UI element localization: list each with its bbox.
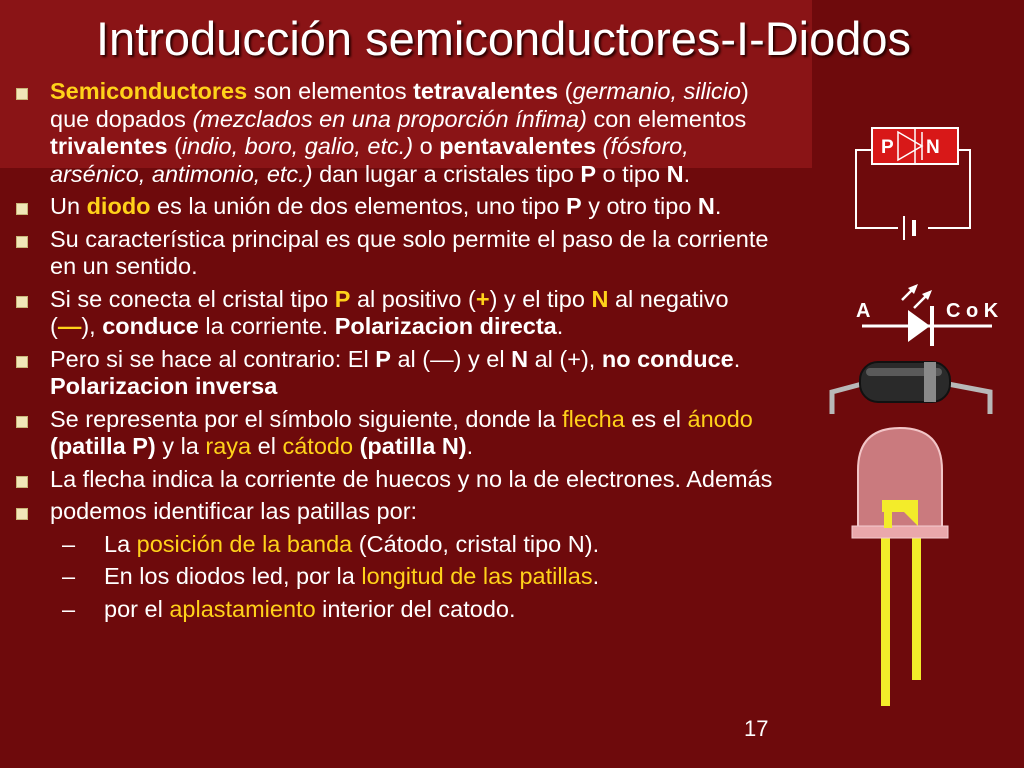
cathode-label: C o K (946, 300, 999, 322)
text-run: N (697, 193, 715, 219)
pn-junction-circuit (856, 128, 970, 240)
text-run: raya (205, 433, 252, 459)
text-run: germanio, silicio (572, 78, 741, 104)
text-run: (mezclados en una proporción ínfima) (192, 105, 587, 132)
text-run: Polarizacion directa (334, 313, 557, 339)
text-run: P (375, 345, 391, 372)
text-run: La (104, 530, 137, 557)
text-run: dan lugar a cristales tipo (312, 160, 581, 187)
diode-lead-right (948, 384, 990, 414)
text-run: (patilla N) (359, 433, 467, 459)
text-run: y otro tipo (581, 193, 698, 219)
text-run: P (565, 193, 582, 219)
text-run: + (475, 285, 490, 312)
text-run: . (714, 193, 722, 219)
text-run: (patilla P) (50, 433, 156, 459)
text-run: La flecha indica la corriente de huecos y no la de electrones. Además (50, 465, 773, 492)
text-run: P (580, 160, 597, 187)
dash-bullet: – (62, 530, 76, 557)
text-run: . (466, 433, 474, 459)
text-run: no conduce (601, 345, 734, 372)
diode-arrow-icon (908, 310, 930, 342)
text-run: Un (50, 193, 87, 219)
slide-title: Introducción semiconductores-I-Diodos (96, 12, 912, 65)
text-run: flecha (562, 405, 625, 432)
led-rim (852, 526, 948, 538)
text-run: pentavalentes (439, 133, 597, 159)
text-run: ánodo (687, 405, 753, 432)
text-run: indio, boro, galio, etc.) (181, 133, 414, 159)
text-run: ( (558, 78, 573, 104)
text-run: trivalentes (50, 133, 168, 159)
led-leg-short (912, 530, 921, 680)
pn-n-label: N (926, 137, 940, 158)
text-run: con elementos (586, 105, 747, 132)
rectifier-diode-photo (832, 362, 990, 414)
text-run: y la (155, 433, 206, 459)
text-run: al negativo ( (50, 285, 729, 339)
text-run: Se representa por el símbolo siguiente, donde la (50, 405, 563, 432)
text-run: posición de la banda (136, 530, 353, 557)
text-run: al (+), (528, 345, 602, 372)
text-run: N (666, 160, 684, 187)
text-run: es la unión de dos elementos, uno tipo (150, 193, 566, 219)
text-run: (fósforo, arsénico, antimonio, etc.) (50, 133, 689, 187)
text-run: — (57, 313, 82, 339)
text-run: o tipo (596, 160, 667, 187)
text-run: P (334, 285, 351, 312)
text-run: o (413, 133, 440, 159)
text-run: Polarizacion inversa (50, 373, 278, 399)
text-run: conduce (102, 313, 199, 339)
text-run: al (—) y el (390, 345, 512, 372)
cathode-band (924, 362, 936, 402)
dash-bullet: – (62, 595, 76, 622)
anode-label: A (856, 300, 871, 322)
text-run: N (511, 345, 529, 372)
text-run: ( (167, 133, 182, 159)
text-run: longitud de las patillas (361, 563, 593, 589)
text-run: al positivo ( (350, 285, 476, 312)
text-run: cátodo (282, 433, 354, 459)
diode-lead-left (832, 384, 862, 414)
text-run: el (251, 433, 283, 459)
text-run: ) que dopados (50, 78, 749, 132)
dash-bullet: – (62, 563, 76, 589)
text-run: ) y el tipo (489, 285, 592, 312)
text-run: aplastamiento (169, 595, 316, 622)
text-run: . (592, 563, 600, 589)
text-run: tetravalentes (413, 78, 559, 104)
led-photo (852, 428, 948, 706)
text-run: (Cátodo, cristal tipo N). (352, 530, 600, 557)
text-run: Pero si se hace al contrario: El (50, 345, 376, 372)
page-number: 17 (744, 716, 769, 741)
text-run: diodo (86, 193, 151, 219)
text-run: N (591, 285, 609, 312)
text-run: En los diodos led, por la (104, 563, 362, 589)
pn-p-label: P (881, 137, 894, 158)
text-run: por el (104, 595, 170, 622)
led-post-anode (884, 512, 892, 528)
text-run: es el (624, 405, 688, 432)
text-run: son elementos (247, 78, 414, 104)
diode-symbol (856, 284, 999, 346)
text-run: Su característica principal es que solo permite el paso de la corriente en un sentido. (50, 225, 769, 279)
text-run: ), (81, 313, 103, 339)
text-run: . (556, 313, 564, 339)
text-run: . (683, 160, 691, 187)
text-run: podemos identificar las patillas por: (50, 498, 418, 524)
led-leg-long (881, 530, 890, 706)
text-run: la corriente. (198, 313, 335, 339)
text-run: Si se conecta el cristal tipo (50, 285, 335, 312)
led-lens (858, 428, 942, 530)
text-run: . (733, 345, 741, 372)
text-run: Semiconductores (50, 78, 248, 104)
text-run: interior del catodo. (315, 595, 516, 622)
